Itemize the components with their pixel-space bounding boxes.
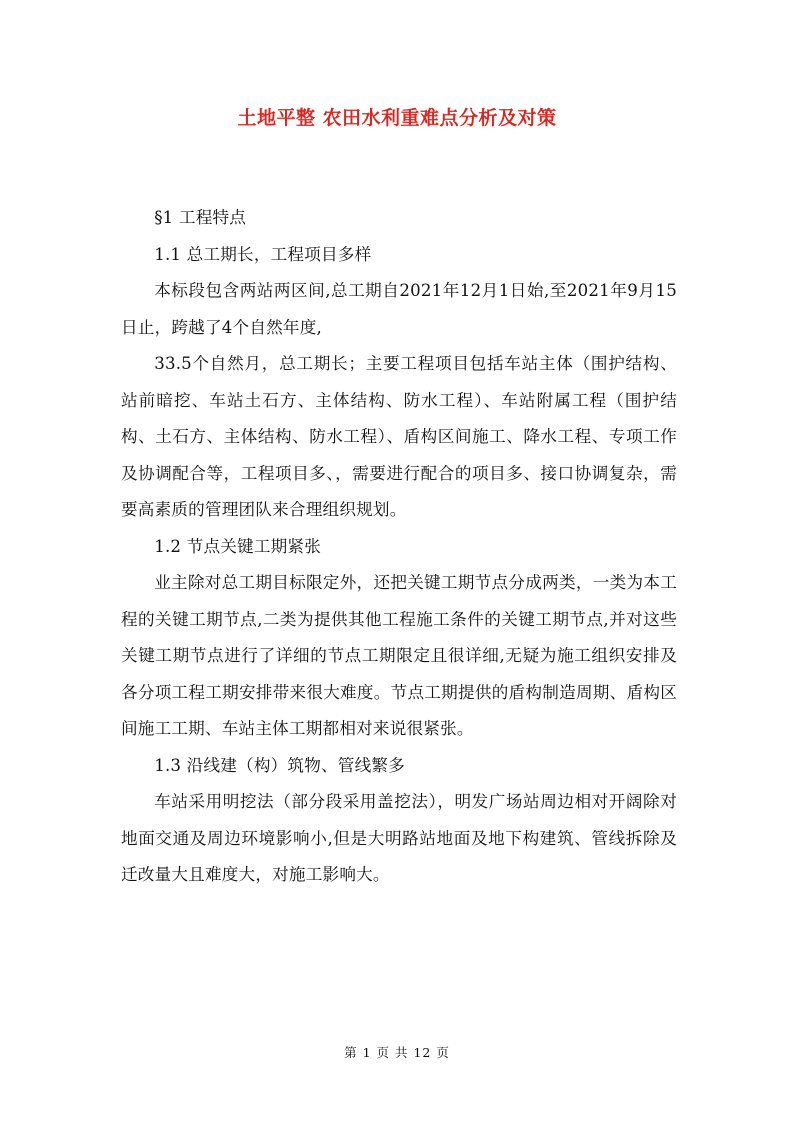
body-paragraph: 车站采用明挖法（部分段采用盖挖法），明发广场站周边相对开阔除对地面交通及周边环境影响小,但是大明路站地面及地下构建筑、管线拆除及迁改量大且难度大，对施工影响大。	[121, 792, 677, 884]
body-paragraph: 33.5个自然月，总工期长；主要工程项目包括车站主体（围护结构、站前暗挖、车站土石方、主体结构、防水工程）、车站附属工程（围护结构、土石方、主体结构、防水工程）、盾构区间施工、降水工程、专项工作及协调配合等，工程项目多、，需要进行配合的项目多、接口协调复杂，需要高素质的管理团队来合理组织规划。	[121, 354, 677, 519]
document-title: 土地平整 农田水利重难点分析及对策	[237, 107, 557, 129]
subsection-heading: 1.2 节点关键工期紧张	[154, 536, 322, 556]
body-paragraph: 业主除对总工期目标限定外，还把关键工期节点分成两类，一类为本工程的关键工期节点,二类为提供其他工程施工条件的关键工期节点,并对这些关键工期节点进行了详细的节点工期限定且很详细,无疑为施工组织安排及各分项工程工期安排带来很大难度。节点工期提供的盾构制造周期、盾构区间施工工期、车站主体工期都相对来说很紧张。	[121, 573, 677, 738]
document-body	[121, 200, 677, 894]
page-number-footer: 第 1 页 共 12 页	[344, 1045, 450, 1060]
section-heading: §1 工程特点	[154, 208, 247, 227]
body-paragraph: 本标段包含两站两区间,总工期自2021年12月1日始,至2021年9月15日止，跨越了4个自然年度,	[121, 281, 677, 337]
subsection-heading: 1.1 总工期长，工程项目多样	[154, 244, 372, 264]
subsection-heading: 1.3 沿线建（构）筑物、管线繁多	[154, 755, 405, 775]
